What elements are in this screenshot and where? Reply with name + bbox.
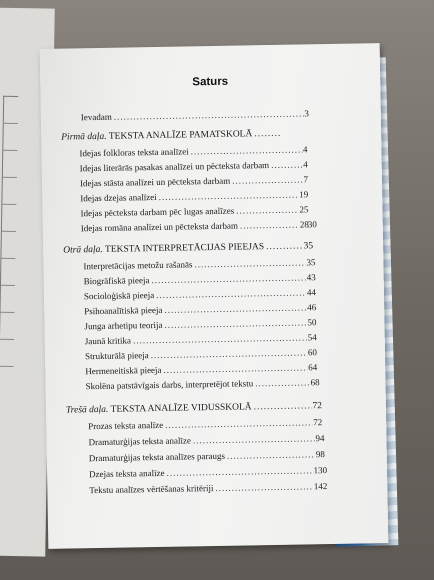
toc-entry: Idejas folkloras teksta analīzei ..... 4 [79, 144, 307, 158]
toc-entry: Idejas stāsta analīzei un pēcteksta darbam ..... 7 [80, 174, 308, 188]
toc-entry: Psihoanalītiskā pieeja ..... 46 [84, 302, 316, 316]
toc-entry: Hermeneitiskā pieeja ..... 64 [85, 362, 317, 376]
page-title: Saturs [192, 75, 229, 89]
toc-entry: Tekstu analīzes vērtēšanas kritēriji ..... 142 [89, 481, 327, 495]
toc-entry: Idejas romāna analīzei un pēcteksta darbam ..... 28 [81, 219, 309, 233]
toc-entry: Socioloģiskā pieeja ..... 44 [84, 287, 316, 301]
toc-entry: Biogrāfiskā pieeja ..... 43 [84, 272, 316, 286]
toc-part-heading: Otrā daļa. TEKSTA INTERPRETĀCIJAS PIEEJAS ..... 35 [63, 241, 313, 255]
toc-entry: Dramaturģijas teksta analīze ..... 94 [88, 433, 324, 447]
toc-entry: Idejas dzejas analīzei ..... 19 [80, 189, 308, 203]
toc-entry: 30 [307, 219, 317, 230]
toc-part-heading: Pirmā daļa. TEKSTA ANALĪZE PAMATSKOLĀ ..... [61, 129, 281, 143]
toc-entry: Idejas literārās pasakas analīzei un pēcteksta darbam ..... 4 [80, 159, 308, 173]
left-page-table [0, 96, 18, 367]
toc-part-heading: Trešā daļa. TEKSTA ANALĪZE VIDUSSKOLĀ ..... 72 [66, 401, 322, 415]
toc-entry: Skolēna patstāvīgais darbs, interpretējot tekstu ..... 68 [85, 377, 319, 391]
toc-entry: Prozas teksta analīze ..... 72 [88, 417, 322, 431]
toc-page [40, 43, 389, 549]
toc-entry: Strukturālā pieeja ..... 60 [85, 347, 317, 361]
toc-entry: Dzejas teksta analīze ..... 130 [89, 465, 327, 479]
toc-entry: Jaunā kritika ..... 54 [85, 332, 317, 346]
toc-entry: Junga arhetipu teorija ..... 50 [84, 317, 316, 331]
toc-entry: Idejas pēcteksta darbam pēc lugas analīzes ..... 25 [80, 204, 308, 218]
toc-entry: Interpretācijas metožu rašanās ..... 35 [83, 257, 315, 271]
toc-entry: Dramaturģijas teksta analīzes paraugs ..... 98 [89, 449, 325, 463]
toc-entry: Ievadam ..... 3 [81, 108, 309, 122]
